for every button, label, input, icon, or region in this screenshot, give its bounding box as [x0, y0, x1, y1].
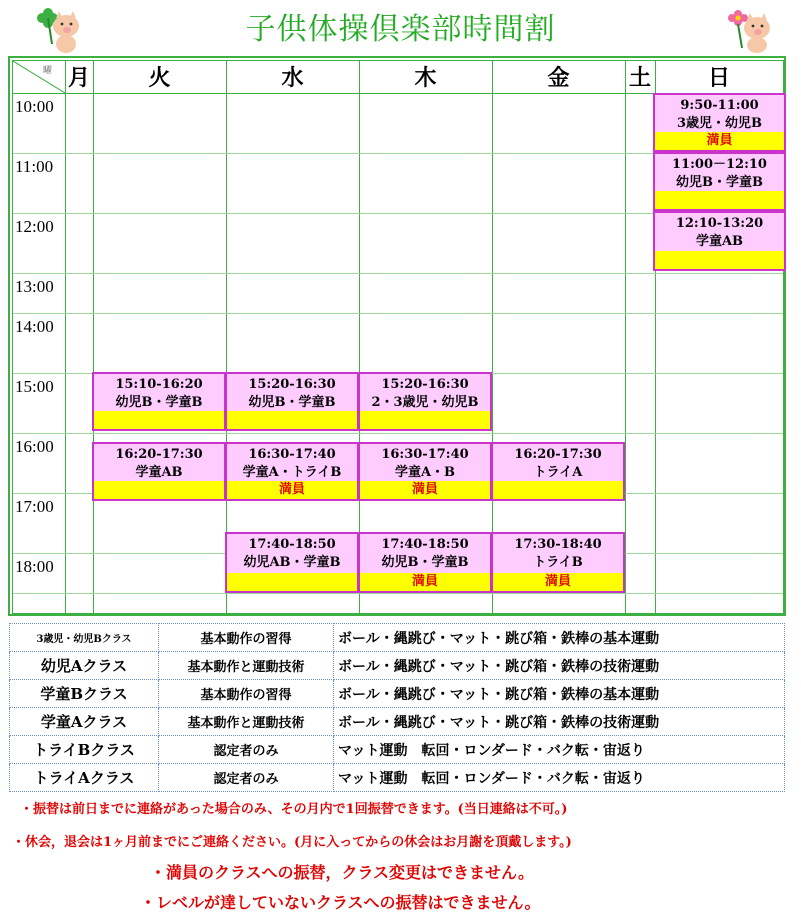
time-label: 16:00: [15, 437, 54, 456]
pig-flower-icon: [724, 4, 774, 54]
legend-level: 基本動作と運動技術: [159, 652, 334, 680]
class-block-sun-3[interactable]: [653, 211, 786, 271]
day-header-thu: 木: [414, 65, 437, 91]
table-row: [10, 736, 785, 764]
class-block-wed-2[interactable]: [225, 442, 359, 501]
class-block-tue-2[interactable]: [92, 442, 226, 501]
class-time: 9:50-11:00: [680, 98, 759, 113]
table-row: [10, 652, 785, 680]
corner-label: 曜: [43, 66, 53, 76]
time-label: 13:00: [15, 277, 54, 296]
full-badge: 満員: [227, 481, 357, 499]
legend-content: ボール・縄跳び・マット・跳び箱・鉄棒の基本運動: [334, 624, 785, 652]
legend-level: 認定者のみ: [159, 736, 334, 764]
full-badge: [94, 411, 224, 429]
legend-content: ボール・縄跳び・マット・跳び箱・鉄棒の基本運動: [334, 680, 785, 708]
day-header-tue: 火: [148, 65, 171, 91]
time-label: 17:00: [15, 497, 54, 516]
class-block-wed-3[interactable]: [225, 532, 359, 593]
time-label: 10:00: [15, 97, 54, 116]
class-time: 16:20-17:30: [115, 447, 203, 462]
legend-content: ボール・縄跳び・マット・跳び箱・鉄棒の技術運動: [334, 652, 785, 680]
legend-class: 3歳児・幼児Bクラス: [10, 624, 159, 652]
legend-class: 幼児Aクラス: [10, 652, 159, 680]
note-line: ・休会，退会は1ヶ月前までにご連絡ください。(月に入ってからの休会はお月謝を頂戴します。): [12, 835, 572, 850]
day-header-fri: 金: [547, 65, 570, 91]
day-header-mon: 月: [67, 65, 90, 91]
class-block-thu-3[interactable]: [358, 532, 492, 593]
note-line: ・満員のクラスへの振替，クラス変更はできません。: [150, 863, 535, 882]
legend-level: 基本動作と運動技術: [159, 708, 334, 736]
full-badge: [227, 411, 357, 429]
class-time: 16:30-17:40: [248, 447, 336, 462]
table-row: [10, 708, 785, 736]
full-badge: [655, 191, 784, 209]
class-name: 学童AB: [695, 234, 744, 249]
pig-clover-icon: [32, 4, 82, 54]
legend-content: マット運動 転回・ロンダード・バク転・宙返り: [334, 764, 785, 792]
class-time: 16:20-17:30: [514, 447, 602, 462]
table-row: [10, 764, 785, 792]
time-label: 14:00: [15, 317, 54, 336]
legend-level: 認定者のみ: [159, 764, 334, 792]
time-label: 18:00: [15, 557, 54, 576]
class-block-sun-2[interactable]: [653, 152, 786, 211]
class-name: 学童AB: [135, 465, 183, 480]
legend-class: トライAクラス: [10, 764, 159, 792]
day-header-wed: 水: [281, 65, 304, 91]
class-block-thu-1[interactable]: [358, 372, 492, 431]
full-badge: [655, 251, 784, 269]
class-name: 2・3歳児・幼児B: [371, 395, 479, 410]
time-label: 12:00: [15, 217, 54, 236]
time-label: 15:00: [15, 377, 54, 396]
class-time: 11:00－12:10: [672, 157, 767, 172]
class-name: 学童A・B: [394, 465, 456, 480]
class-block-wed-1[interactable]: [225, 372, 359, 431]
time-label: 11:00: [15, 157, 54, 176]
full-badge: [94, 481, 224, 499]
class-time: 16:30-17:40: [381, 447, 469, 462]
class-time: 17:40-18:50: [381, 537, 469, 552]
class-time: 15:10-16:20: [115, 377, 203, 392]
legend-content: マット運動 転回・ロンダード・バク転・宙返り: [334, 736, 785, 764]
class-name: トライA: [533, 465, 583, 480]
class-name: 幼児AB・学童B: [243, 555, 341, 570]
class-name: 幼児B・学童B: [115, 395, 203, 410]
legend-level: 基本動作の習得: [159, 680, 334, 708]
table-row: [10, 680, 785, 708]
class-time: 15:20-16:30: [381, 377, 469, 392]
day-header-sat: 土: [628, 65, 651, 91]
full-badge: 満員: [360, 573, 490, 591]
legend-class: トライBクラス: [10, 736, 159, 764]
legend-level: 基本動作の習得: [159, 624, 334, 652]
class-block-fri-3[interactable]: [491, 532, 625, 593]
class-block-thu-2[interactable]: [358, 442, 492, 501]
full-badge: [360, 411, 490, 429]
full-badge: 満員: [655, 132, 784, 150]
day-header-sun: 日: [707, 65, 730, 91]
legend-class: 学童Bクラス: [10, 680, 159, 708]
class-name: 幼児B・学童B: [381, 555, 469, 570]
class-name: 幼児B・学童B: [676, 175, 763, 190]
legend-content: ボール・縄跳び・マット・跳び箱・鉄棒の技術運動: [334, 708, 785, 736]
class-name: トライB: [533, 555, 583, 570]
full-badge: 満員: [493, 573, 623, 591]
page-title: 子供体操倶楽部時間割: [245, 12, 556, 47]
class-name: 学童A・トライB: [242, 465, 342, 480]
class-block-sun-1[interactable]: [653, 93, 786, 152]
full-badge: [227, 573, 357, 591]
full-badge: 満員: [360, 481, 490, 499]
table-row: [10, 624, 785, 652]
note-line: ・レベルが達していないクラスへの振替はできません。: [140, 893, 541, 912]
class-name: 3歳児・幼児B: [676, 116, 763, 131]
class-legend-table: [9, 623, 785, 792]
class-time: 15:20-16:30: [248, 377, 336, 392]
class-block-fri-2[interactable]: [491, 442, 625, 501]
note-line: ・振替は前日までに連絡があった場合のみ、その月内で1回振替できます。(当日連絡は不可。): [20, 802, 568, 817]
class-block-tue-1[interactable]: [92, 372, 226, 431]
class-time: 12:10-13:20: [675, 216, 764, 231]
class-name: 幼児B・学童B: [248, 395, 336, 410]
timetable: [8, 56, 786, 616]
corner-diagonal: [13, 61, 65, 93]
legend-class: 学童Aクラス: [10, 708, 159, 736]
class-time: 17:40-18:50: [248, 537, 336, 552]
class-time: 17:30-18:40: [514, 537, 602, 552]
full-badge: [493, 481, 623, 499]
